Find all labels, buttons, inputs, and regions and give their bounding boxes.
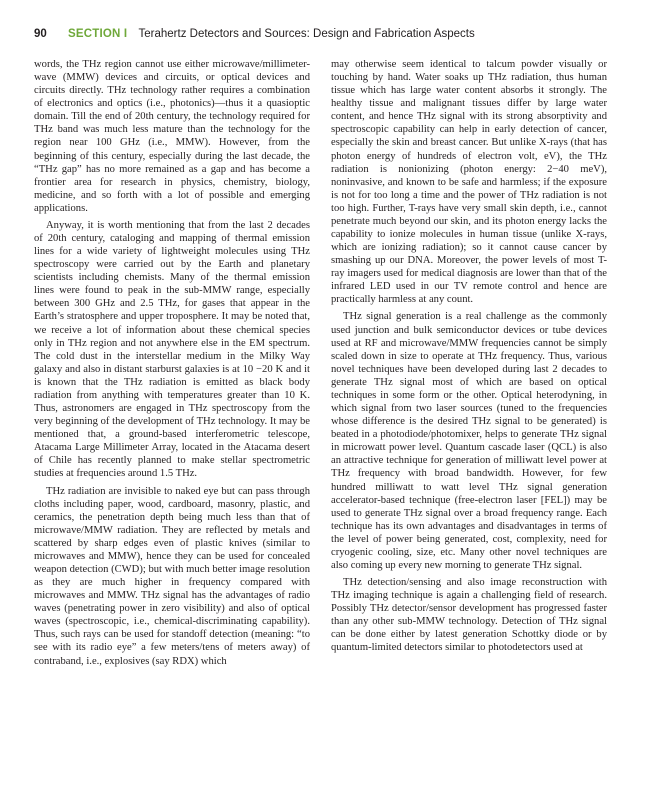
running-header [34, 28, 614, 46]
right-paragraph-2: THz signal generation is a real challenge as the commonly used junction and bulk semiconductor devices or tube devices used at RF and microwave/MMW frequencies cannot be simply scaled down in size to operate at THz frequency. Thus, various novel techniques have been developed during last 2 decades to generate THz signal most of which are based on optical techniques in some form or the other. Optical heterodyning, in which signal from two laser sources (tuned to the frequencies whose difference is the desired THz signal to be generated) is beated in a photodiode/photomixer, helps to generate THz signal in microwatt power level. Quantum cascade laser (QCL) is also an attractive technique for generation of milliwatt level power at THz frequency with broad bandwidth. However, for few hundred milliwatt to watt level THz signal generation accelerator-based technique (free-electron laser [FEL]) may be used to generate THz signal over a broad frequency range. Each technique has its own advantages and disadvantages in terms of the level of power being generated, cost, complexity, need for cryogenic cooling, size, etc. Many other novel techniques are also coming up every new morning to generate THz signal. [331, 311, 607, 571]
section-label: SECTION I [68, 28, 128, 40]
left-column [34, 58, 310, 672]
book-title: Terahertz Detectors and Sources: Design and Fabrication Aspects [138, 28, 475, 40]
page-number: 90 [34, 28, 47, 40]
right-column [331, 58, 607, 659]
right-paragraph-3: THz detection/sensing and also image reconstruction with THz imaging technique is again a challenging field of research. Possibly THz detector/sensor development has progressed faster than any other sub-MMW technology. Detection of THz signal can be done either by latest generation Schottky diode or by quantum-limited detectors similar to photodetectors used at [331, 577, 607, 654]
right-paragraph-1: may otherwise seem identical to talcum powder visually or touching by hand. Water soaks up THz radiation, thus human tissue which has large water content absorbs it strongly. The healthy tissue and malignant tissues differ by large water content, and hence THz signal with its strong absorptivity and spectroscopic capability can help in early detection of cancer, especially the skin and breast cancer. But unlike X-rays (that has photon energy of hundreds of electron volt, eV), the THz radiation is nonionizing (photon energy: 2−40 meV), noninvasive, and known to be safe and harmless; if the exposure is not for too long a time and the power of THz radiation is not too high. Further, T-rays have very small skin depth, i.e., cannot penetrate much beyond our skin, and its photon energy lacks the capability to ionize molecules in human tissue (unlike X-rays, which are ionizing radiation); so it cannot cause cancer by smashing up our DNA. Moreover, the power levels of most T-ray imagers used for medical diagnosis are lower than that of the infrared LED used in our TV remote control and hence are practically harmless at any count. [331, 59, 607, 306]
left-paragraph-3: THz radiation are invisible to naked eye but can pass through cloths including paper, wood, cardboard, masonry, plastic, and ceramics, the penetration depth being much less than that of microwave/MMW radiation. They are reflected by metals and scattered by sharp edges even of plastic knives (similar to microwaves and MMW), hence they can be used for concealed weapon detection (CWD); but with much better image resolution as they are much higher in frequency compared with microwaves and MMW. THz signal has the advantages of radio waves (penetrating power in zero visibility) and also of optical waves (spectroscopic, i.e., chemical-discriminating capability). Thus, such rays can be used for standoff detection (meaning: “to see with its radio eye” a few meters/tens of meters away) of contraband, i.e., explosives (say RDX) which [34, 485, 310, 667]
left-paragraph-2: Anyway, it is worth mentioning that from the last 2 decades of 20th century, cataloging and mapping of thermal emission lines for a wide variety of lightweight molecules using THz spectroscopy were carried out by the Earth and planetary scientists including chemists. Many of the thermal emission lines were found to peak in the sub-MMW range, especially between 300 GHz and 2.5 THz, for gases that appear in the Earth’s stratosphere and upper troposphere. It may be noted that, we receive a lot of information about these chemical species only in THz region and not anywhere else in the EM spectrum. The cold dust in the interstellar medium in the Milky Way galaxy and also in distant starburst galaxies is at 10 −20 K and it is known that the THz radiation is emitted as black body radiation from anything with temperatures greater than 10 K. Thus, astronomers are engaged in THz spectroscopy from the very beginning of the development of THz technology. It may be mentioned that, a ground-based interferometric telescope, Atacama Large Millimeter Array, located in the Atacama desert of Chile has recently planned to make stellar spectrometric studies at frequencies around 1.5 THz. [34, 219, 310, 480]
left-paragraph-1: words, the THz region cannot use either microwave/millimeter-wave (MMW) devices and circuits, or optical devices and circuits directly. THz technology rather requires a combination of electronics and optics (i.e., photonics)—thus it a quasioptic domain. Till the end of 20th century, the technology required for THz band was much less mature than the technology for the region near 100 GHz (i.e., MMW). However, from the beginning of this century, especially during the last decade, the “THz gap” has no more remained as a gap and has become a frontier area for research in physics, chemistry, biology, medicine, and so forth with a lot of possible and emerging applications. [34, 59, 310, 214]
